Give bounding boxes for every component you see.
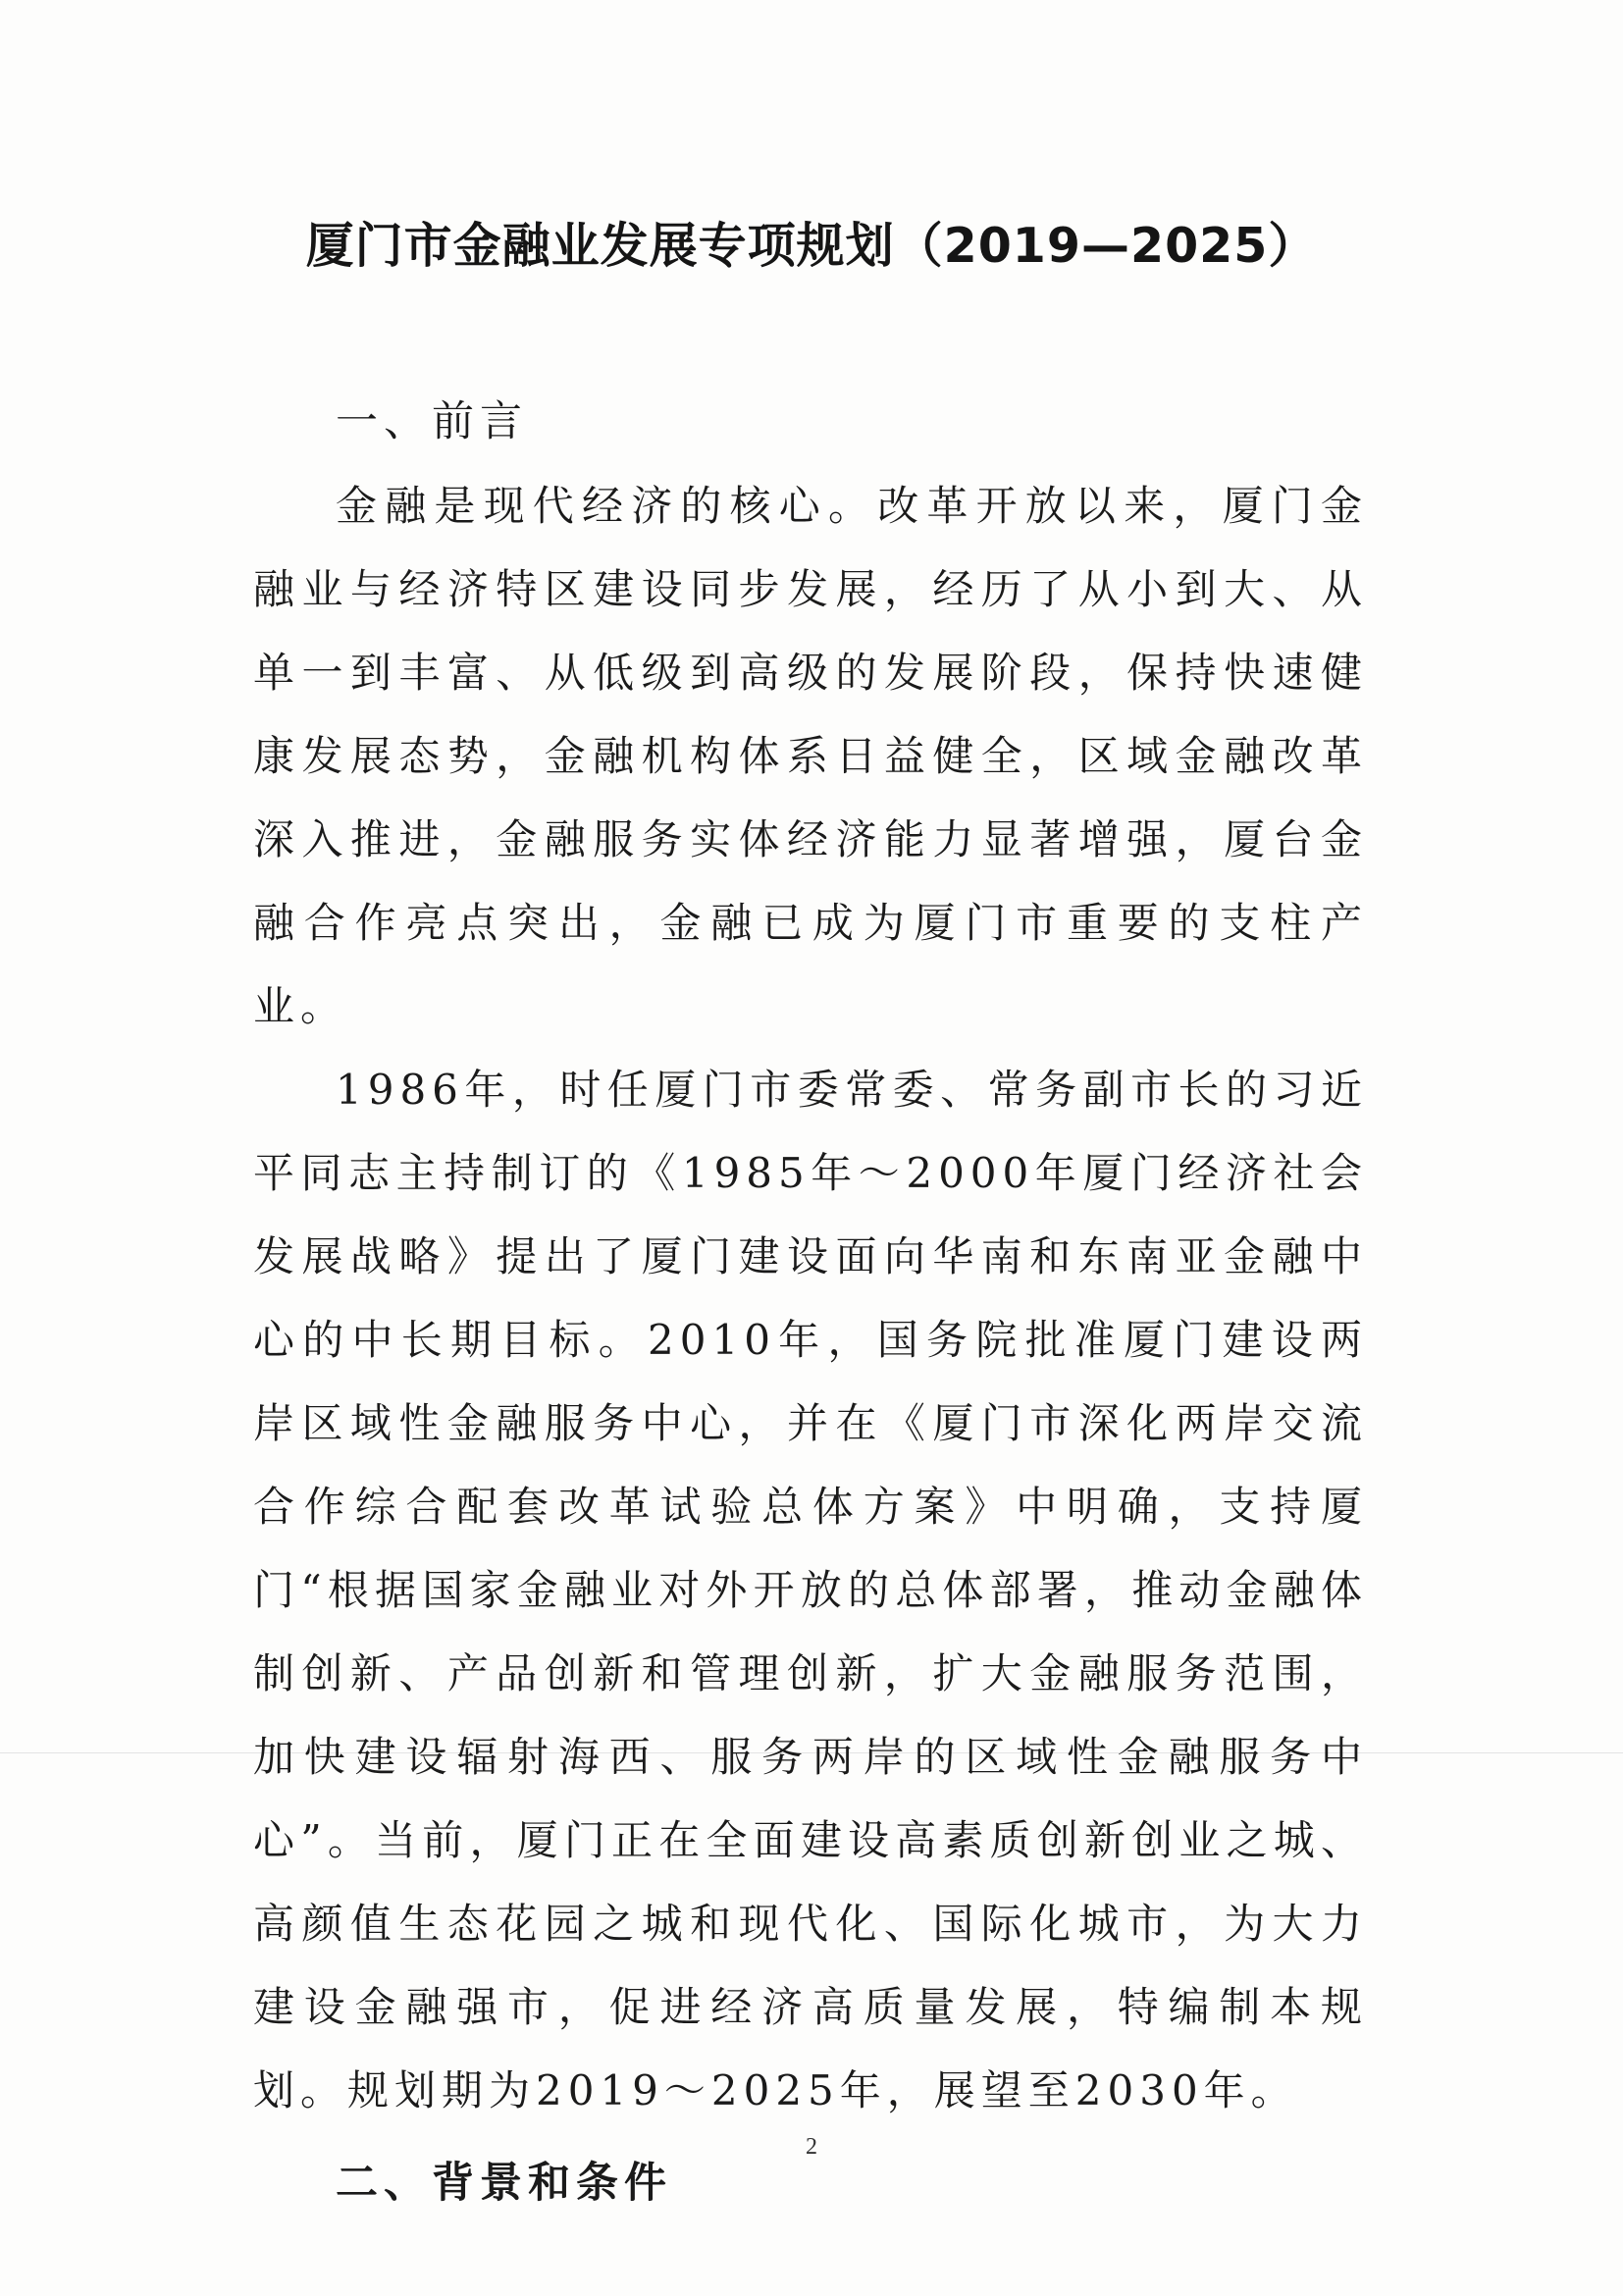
section-heading-preface: 一、前言: [336, 397, 528, 446]
document-title: 厦门市金融业发展专项规划（2019—2025）: [305, 218, 1318, 274]
paragraph-history: 1986年，时任厦门市委常委、常务副市长的习近平同志主持制订的《1985年～2000年厦门经济社会发展战略》提出了厦门建设面向华南和东南亚金融中心的中长期目标。2010年，国务院批准厦门建设两岸区域性金融服务中心，并在《厦门市深化两岸交流合作综合配套改革试验总体方案》中明确，支持厦门“根据国家金融业对外开放的总体部署，推动金融体制创新、产品创新和管理创新，扩大金融服务范围，加快建设辐射海西、服务两岸的区域性金融服务中心”。当前，厦门正在全面建设高素质创新创业之城、高颜值生态花园之城和现代化、国际化城市，为大力建设金融强市，促进经济高质量发展，特编制本规划。规划期为2019～2025年，展望至2030年。: [253, 1066, 1368, 2114]
section-heading-background: 二、背景和条件: [336, 2159, 672, 2208]
paragraph-intro: 金融是现代经济的核心。改革开放以来，厦门金融业与经济特区建设同步发展，经历了从小到大、从单一到丰富、从低级到高级的发展阶段，保持快速健康发展态势，金融机构体系日益健全，区域金融改革深入推进，金融服务实体经济能力显著增强，厦台金融合作亮点突出，金融已成为厦门市重要的支柱产业。: [253, 482, 1368, 1030]
document-body: [253, 381, 1368, 2225]
page-number: 2: [806, 2134, 817, 2160]
